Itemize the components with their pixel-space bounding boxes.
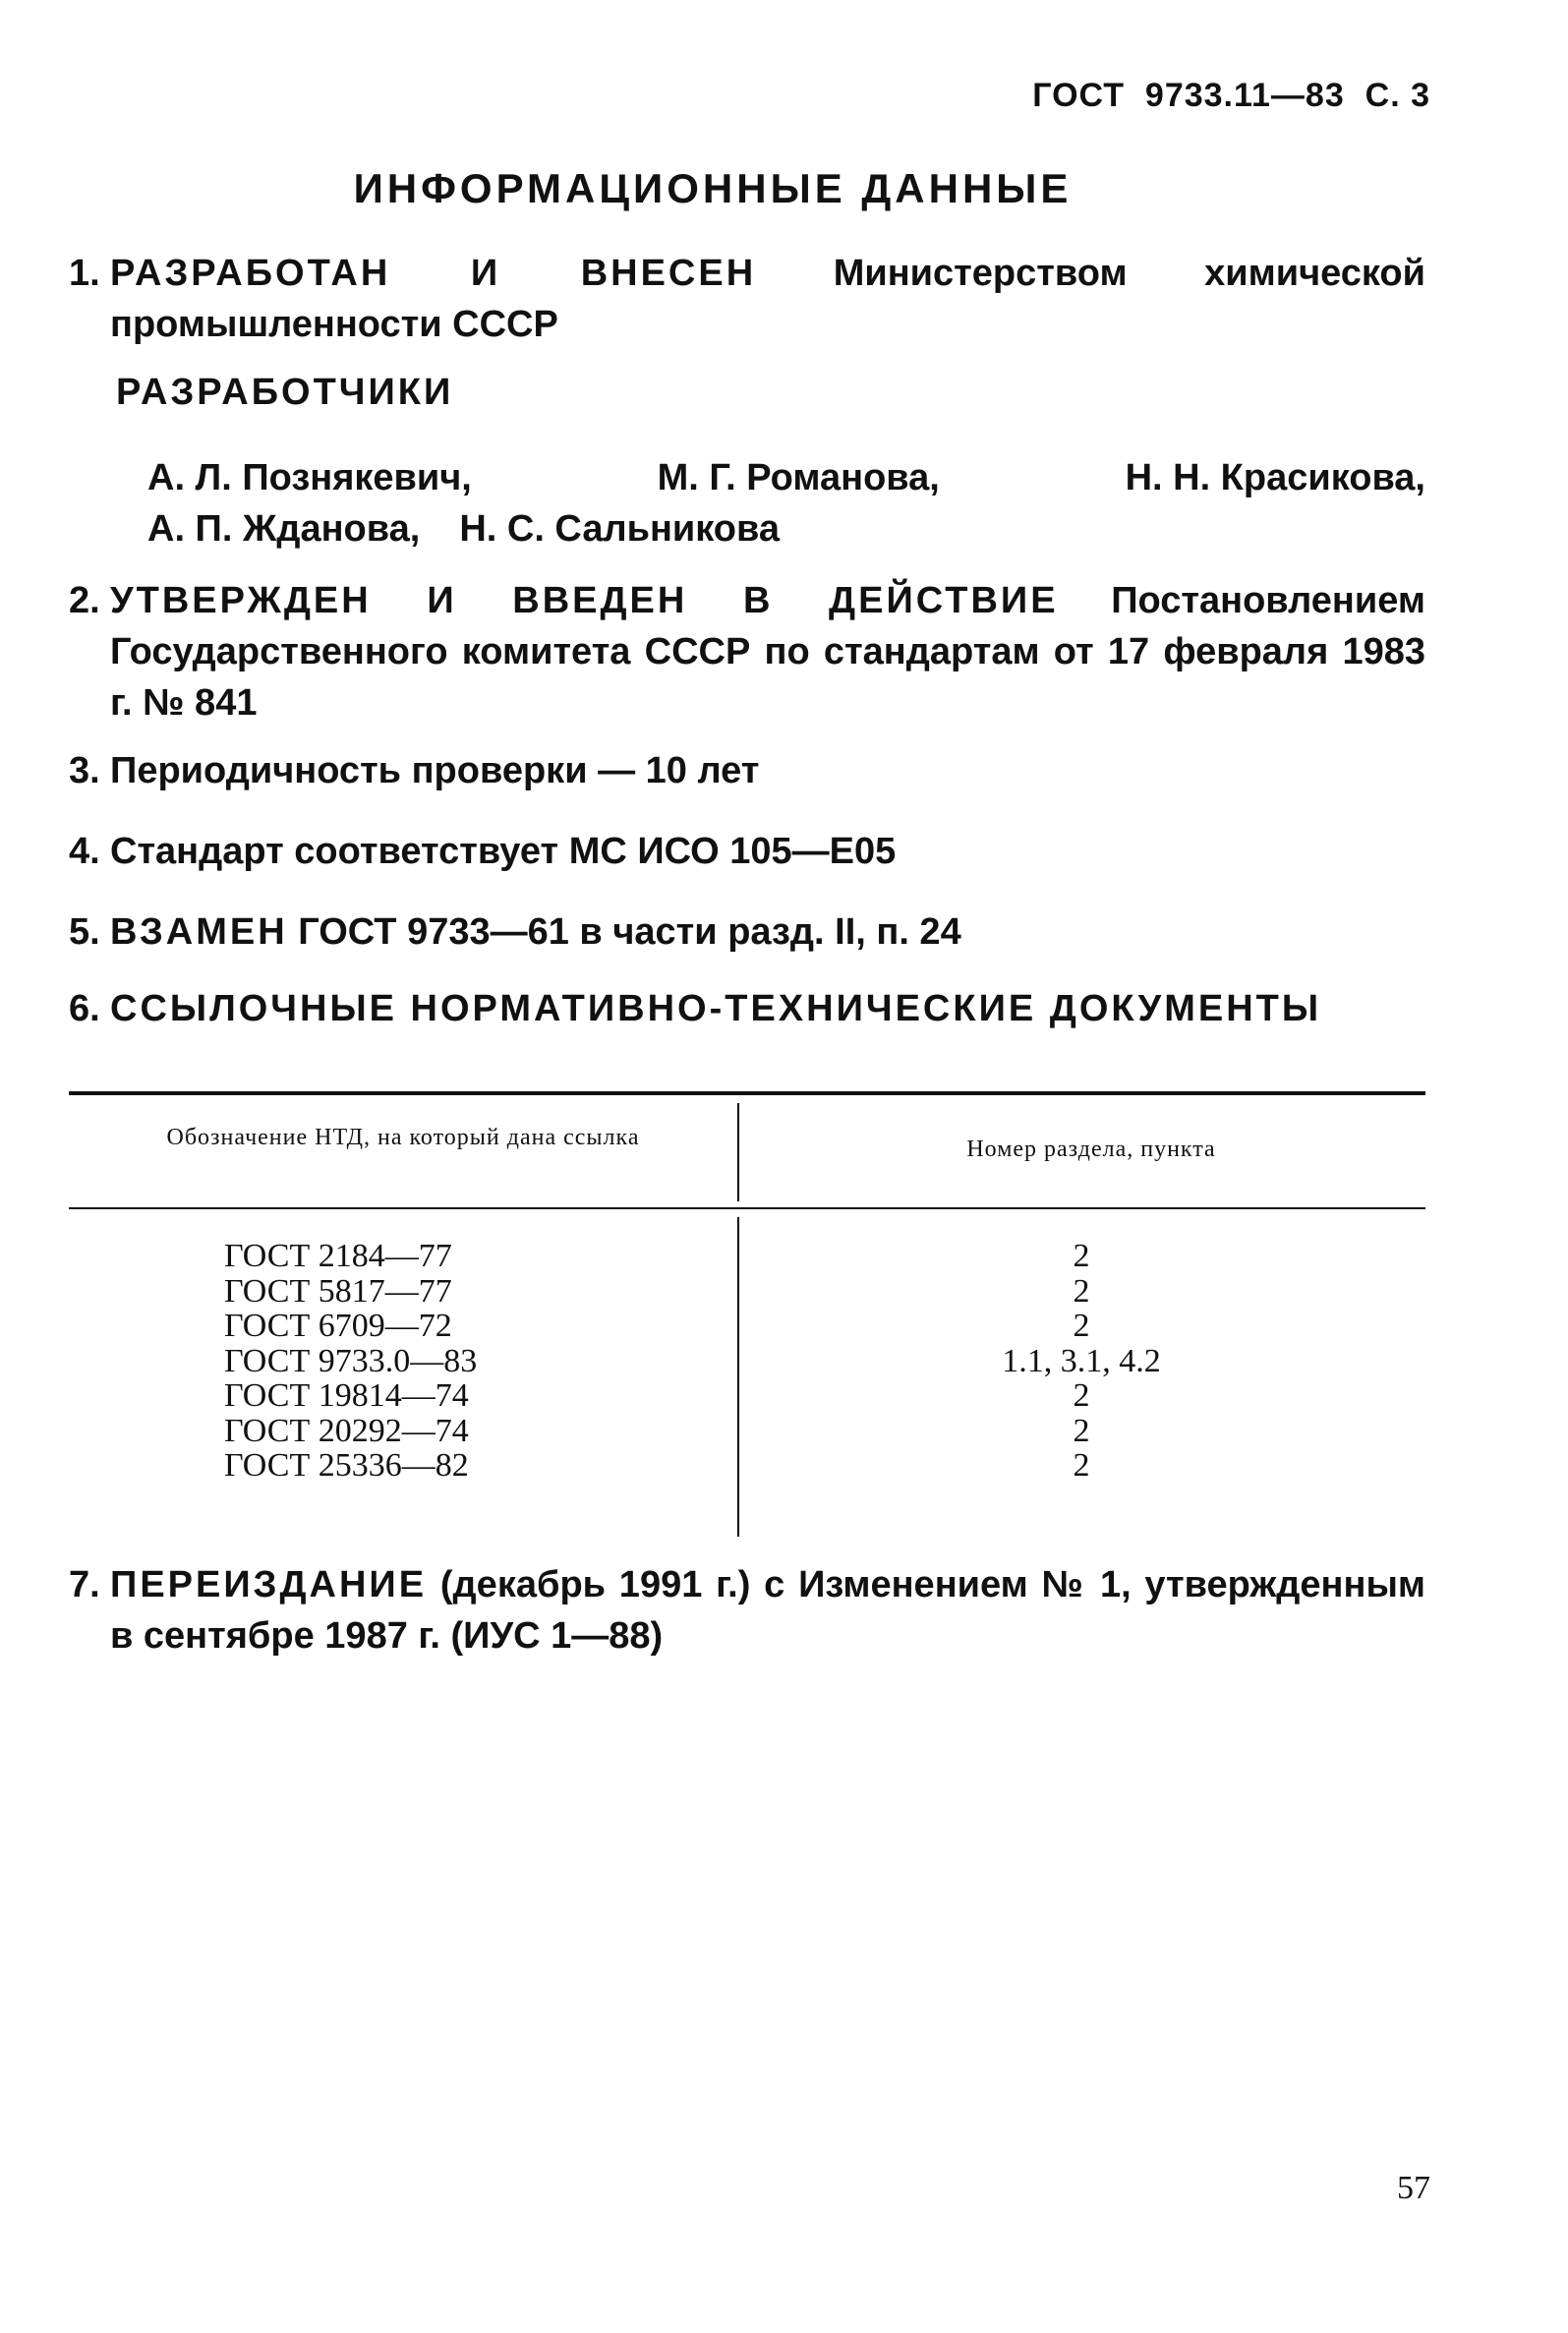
table-cell-document: ГОСТ 25336—82 [224, 1447, 469, 1484]
table-cell-document: ГОСТ 19814—74 [224, 1377, 469, 1414]
item-2-number: 2. [69, 580, 100, 621]
table-header-section: Номер раздела, пункта [966, 1137, 1216, 1162]
developer-name: М. Г. Романова, [657, 457, 940, 498]
item-3-number: 3. [69, 750, 100, 791]
table-body-divider [737, 1217, 739, 1537]
page-number: 57 [1397, 2170, 1430, 2206]
developer-name: Н. С. Сальникова [459, 508, 781, 550]
developer-name: А. Л. Познякевич, [147, 457, 472, 498]
table-column-documents [224, 1239, 477, 1484]
table-header-document: Обозначение НТД, на который дана ссылка [166, 1125, 640, 1150]
item-1-text: Министерством химической промышленности СССР [110, 253, 1425, 345]
table-cell-section: 2 [1073, 1238, 1090, 1274]
table-cell-section: 2 [1073, 1272, 1090, 1310]
table-cell-section: 2 [1073, 1377, 1090, 1414]
item-5-text: ГОСТ 9733—61 в части разд. II, п. 24 [298, 911, 961, 953]
item-2-text: Постановлением Государственного комитета СССР по стандартам от 17 февраля 1983 г. № 841 [110, 580, 1425, 724]
table-cell-document: ГОСТ 9733.0—83 [224, 1342, 478, 1379]
item-7-number: 7. [69, 1564, 100, 1605]
table-cell-document: ГОСТ 5817—77 [224, 1272, 452, 1310]
table-cell-section: 2 [1073, 1447, 1090, 1484]
item-3 [69, 745, 1425, 796]
table-header-rule [69, 1207, 1425, 1209]
table-cell-section: 2 [1073, 1412, 1090, 1449]
item-7-lead: ПЕРЕИЗДАНИЕ [110, 1564, 428, 1605]
item-6-lead: ССЫЛОЧНЫЕ НОРМАТИВНО-ТЕХНИЧЕСКИЕ ДОКУМЕНТЫ [110, 988, 1322, 1029]
table-header-divider [737, 1103, 739, 1201]
item-4-number: 4. [69, 831, 100, 872]
developers-label: РАЗРАБОТЧИКИ [116, 372, 454, 413]
table-column-sections [954, 1239, 1209, 1484]
item-1 [69, 248, 1425, 350]
item-1-number: 1. [69, 253, 100, 294]
page-title: ИНФОРМАЦИОННЫЕ ДАННЫЕ [353, 165, 1073, 211]
running-head: ГОСТ 9733.11—83 С. 3 [1032, 77, 1430, 114]
item-4-text: Стандарт соответствует МС ИСО 105—Е05 [110, 831, 897, 872]
table-cell-document: ГОСТ 2184—77 [224, 1238, 452, 1274]
item-4 [69, 826, 1425, 877]
developers-list [147, 452, 1425, 554]
item-6 [69, 983, 1425, 1034]
item-1-lead: РАЗРАБОТАН И ВНЕСЕН [110, 253, 757, 294]
item-7-text: (декабрь 1991 г.) с Изменением № 1, утвержденным в сентябре 1987 г. (ИУС 1—88) [110, 1564, 1426, 1657]
table-cell-document: ГОСТ 20292—74 [224, 1412, 469, 1449]
table-cell-section: 2 [1073, 1308, 1090, 1344]
item-2 [69, 575, 1425, 729]
item-5-number: 5. [69, 911, 100, 953]
reference-table [69, 1091, 1425, 1539]
item-7 [69, 1559, 1425, 1662]
developer-name: А. П. Жданова, [147, 508, 421, 550]
item-2-lead: УТВЕРЖДЕН И ВВЕДЕН В ДЕЙСТВИЕ [110, 580, 1059, 621]
item-5-lead: ВЗАМЕН [110, 911, 288, 953]
table-top-rule [69, 1091, 1425, 1095]
item-3-text: Периодичность проверки — 10 лет [110, 750, 760, 791]
item-5 [69, 906, 1425, 958]
table-cell-section: 1.1, 3.1, 4.2 [1002, 1342, 1161, 1379]
developer-name: Н. Н. Красикова, [1125, 457, 1425, 498]
table-cell-document: ГОСТ 6709—72 [224, 1308, 452, 1344]
item-6-number: 6. [69, 988, 100, 1029]
